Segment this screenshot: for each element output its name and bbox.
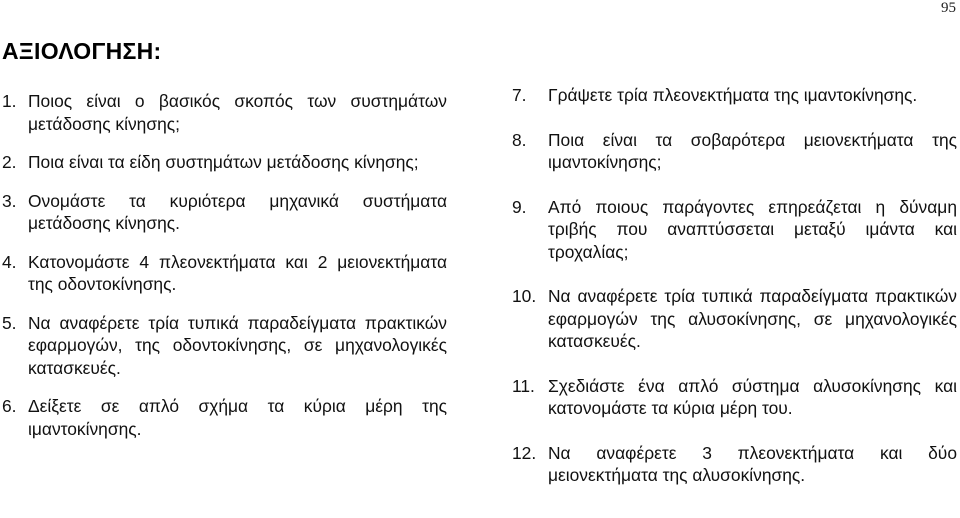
question-number: 5. [2,312,17,333]
question-number: 12. [512,442,537,463]
question-2 [2,151,447,174]
question-text: Από ποιους παράγοντες επηρεάζεται η δύναμη τριβής που αναπτύσσεται μεταξύ ιμάντα και τροχαλίας; [548,196,957,262]
question-text: Σχεδιάστε ένα απλό σύστημα αλυσοκίνησης και κατονομάστε τα κύρια μέρη του. [548,375,957,418]
question-12 [512,442,957,487]
question-3 [2,190,447,235]
question-text: Κατονομάστε 4 πλεονεκτήματα και 2 μειονεκτήματα της οδοντοκίνησης. [28,251,447,294]
question-4 [2,251,447,296]
question-9 [512,196,957,264]
question-number: 11. [512,375,535,396]
question-text: Ποιος είναι ο βασικός σκοπός των συστημάτων μετάδοσης κίνησης; [28,91,447,134]
question-1 [2,90,447,135]
question-text: Ποια είναι τα είδη συστημάτων μετάδοσης κίνησης; [28,152,419,172]
question-11 [512,375,957,420]
page-number: 95 [941,0,956,16]
question-6 [2,395,447,440]
question-text: Να αναφέρετε 3 πλεονεκτήματα και δύο μειονεκτήματα της αλυσοκίνησης. [548,442,957,485]
question-number: 9. [512,196,527,217]
question-8 [512,129,957,174]
question-text: Γράψετε τρία πλεονεκτήματα της ιμαντοκίνησης. [548,85,918,105]
question-text: Να αναφέρετε τρία τυπικά παραδείγματα πρακτικών εφαρμογών της αλυσοκίνησης, σε μηχανολογικές κατασκευές. [548,286,957,351]
question-number: 7. [512,85,527,105]
question-number: 6. [2,396,17,416]
question-number: 4. [2,251,17,272]
page-title: ΑΞΙΟΛΟΓΗΣΗ: [2,38,162,64]
question-number: 1. [2,91,17,111]
questions-right-column [512,84,957,487]
questions-left-column [2,90,447,440]
question-text: Δείξετε σε απλό σχήμα τα κύρια μέρη της ιμαντοκίνησης. [28,396,447,439]
question-number: 2. [2,152,17,172]
question-text: Ονομάστε τα κυριότερα μηχανικά συστήματα μετάδοσης κίνησης. [28,190,447,233]
question-number: 8. [512,129,527,150]
question-7 [512,84,957,107]
question-text: Να αναφέρετε τρία τυπικά παραδείγματα πρακτικών εφαρμογών, της οδοντοκίνησης, σε μηχανολογικές κατασκευές. [28,312,447,378]
question-5 [2,312,447,380]
question-10 [512,285,957,353]
question-number: 10. [512,286,537,306]
question-number: 3. [2,190,17,211]
question-text: Ποια είναι τα σοβαρότερα μειονεκτήματα της ιμαντοκίνησης; [548,129,957,172]
